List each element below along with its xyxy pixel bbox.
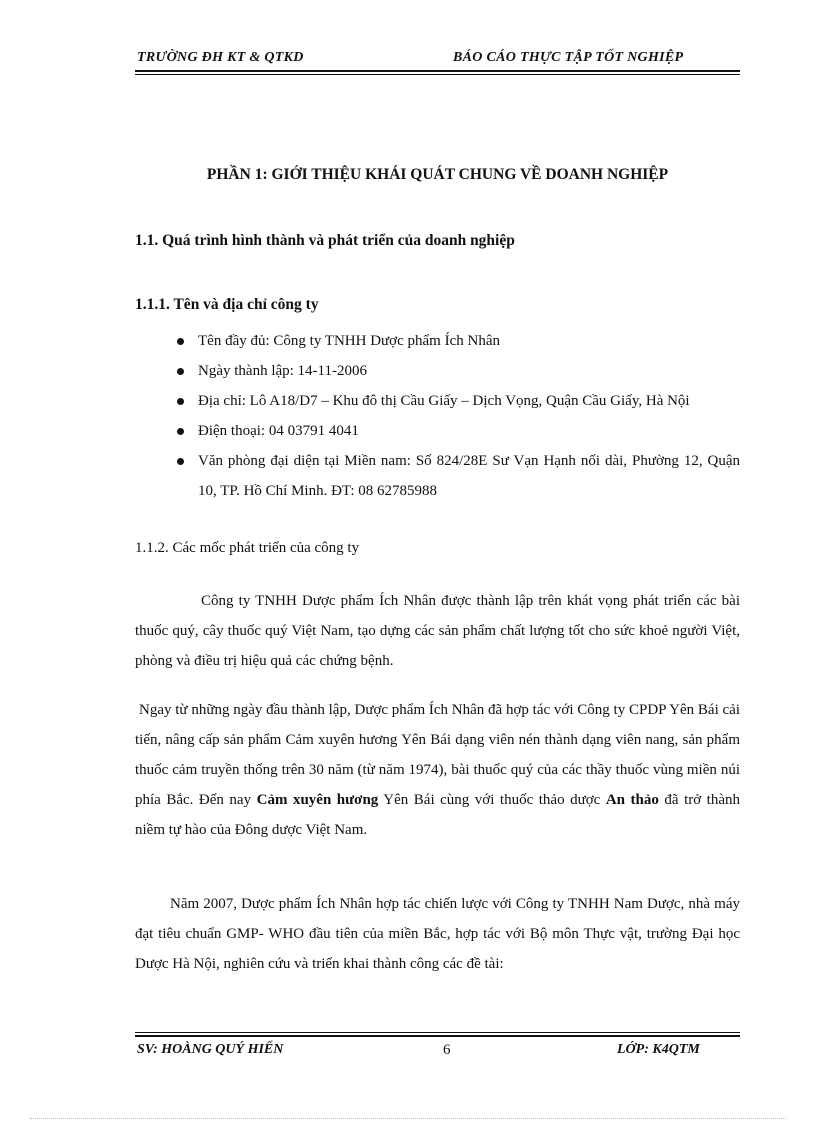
list-item: Điện thoại: 04 03791 4041 bbox=[198, 416, 740, 446]
list-item: Tên đầy đủ: Công ty TNHH Dược phẩm Ích Nhân bbox=[198, 326, 740, 356]
page-number: 6 bbox=[443, 1042, 451, 1058]
page-title: PHẦN 1: GIỚI THIỆU KHÁI QUÁT CHUNG VỀ DOANH NGHIỆP bbox=[206, 166, 669, 183]
footer-class: LỚP: K4QTM bbox=[617, 1042, 700, 1057]
bullet-icon bbox=[177, 428, 184, 435]
footer-student: SV: HOÀNG QUÝ HIỂN bbox=[137, 1042, 284, 1057]
bullet-icon bbox=[177, 338, 184, 345]
paragraph-founding: Công ty TNHH Dược phẩm Ích Nhân được thành lập trên khát vọng phát triển các bài thuốc quý, cây thuốc quý Việt Nam, tạo dựng các sản phẩm chất lượng tốt cho sức khoẻ người Việt, phòng và điều trị hiệu quả các chứng bệnh. bbox=[135, 593, 740, 669]
product-name-an-thao: An thảo bbox=[605, 792, 659, 808]
list-item: Địa chỉ: Lô A18/D7 – Khu đô thị Cầu Giấy – Dịch Vọng, Quận Cầu Giấy, Hà Nội bbox=[198, 386, 740, 416]
list-item: Văn phòng đại diện tại Miền nam: Số 824/28E Sư Vạn Hạnh nối dài, Phường 12, Quận 10, TP. Hồ Chí Minh. ĐT: 08 62785988 bbox=[198, 446, 740, 506]
header-divider-thin bbox=[135, 74, 740, 75]
footer-divider bbox=[135, 1035, 740, 1037]
bullet-icon bbox=[177, 368, 184, 375]
header-report-title: BÁO CÁO THỰC TẬP TỐT NGHIỆP bbox=[453, 50, 684, 65]
bullet-icon bbox=[177, 458, 184, 465]
list-item: Ngày thành lập: 14-11-2006 bbox=[198, 356, 740, 386]
paragraph-cooperation: Ngay từ những ngày đầu thành lập, Dược phẩm Ích Nhân đã hợp tác với Công ty CPDP Yên Bái cải tiến, nâng cấp sản phẩm Cảm xuyên hương Yên Bái dạng viên nén thành dạng viên nang, sản phẩm thuốc cảm truyền thống trên 30 năm (từ năm 1974), bài thuốc quý của các thầy thuốc vùng miền núi phía Bắc. Đến nay Cảm xuyên hương Yên Bái cùng với thuốc thảo dược An thảo đã trở thành niềm tự hào của Đông dược Việt Nam. bbox=[135, 702, 740, 838]
page-bottom-border bbox=[30, 1118, 786, 1119]
section-heading-1-1-1: 1.1.1. Tên và địa chỉ công ty bbox=[135, 296, 319, 313]
section-heading-1-1-2: 1.1.2. Các mốc phát triển của công ty bbox=[135, 540, 360, 556]
header-school: TRƯỜNG ĐH KT & QTKD bbox=[137, 50, 304, 65]
paragraph-2007: Năm 2007, Dược phẩm Ích Nhân hợp tác chiến lược với Công ty TNHH Nam Dược, nhà máy đạt tiêu chuẩn GMP- WHO đầu tiên của miền Bắc, hợp tác với Bộ môn Thực vật, trường Đại học Dược Hà Nội, nghiên cứu và triển khai thành công các đề tài: bbox=[135, 896, 740, 972]
header-divider bbox=[135, 70, 740, 72]
footer-divider-thin bbox=[135, 1032, 740, 1033]
section-heading-1-1: 1.1. Quá trình hình thành và phát triển của doanh nghiệp bbox=[135, 232, 515, 249]
product-name-cam-xuyen-huong: Cảm xuyên hương bbox=[256, 792, 379, 808]
bullet-icon bbox=[177, 398, 184, 405]
company-info-list bbox=[198, 326, 740, 506]
